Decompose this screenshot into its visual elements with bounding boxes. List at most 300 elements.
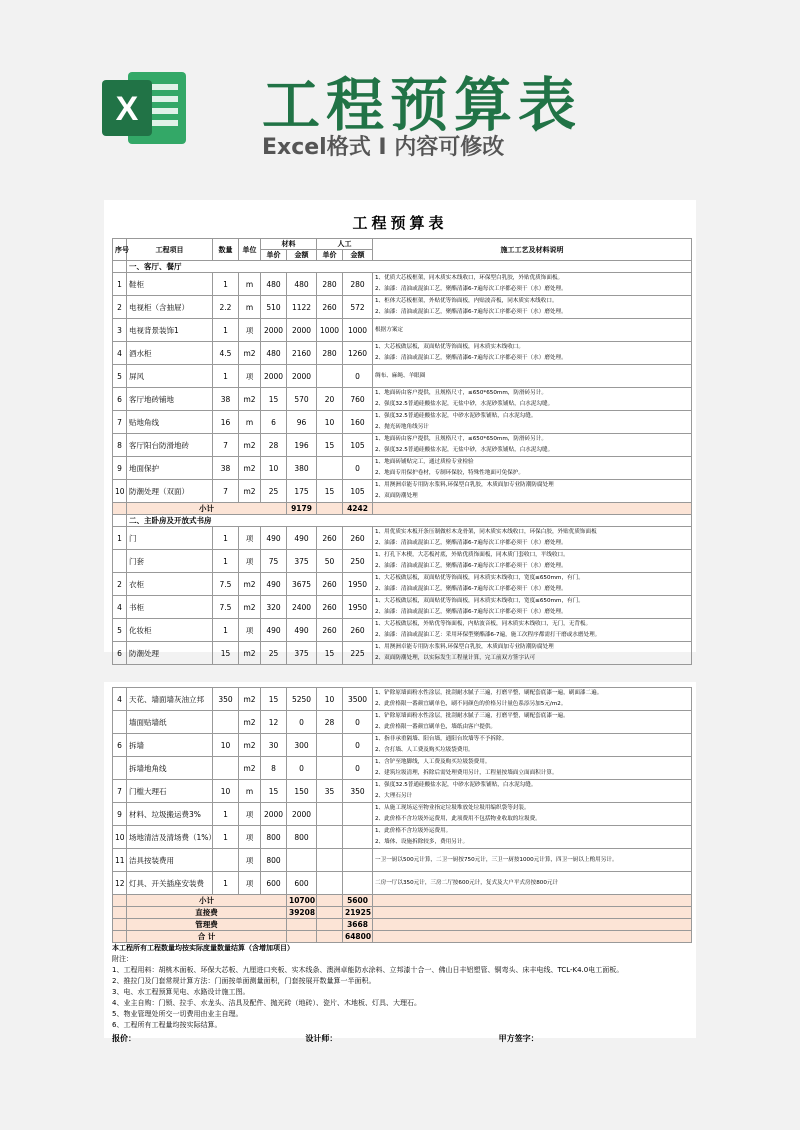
note-line: 1、指非承重隔墙、阳台墙，通阳台坎墙等不予拆除。 xyxy=(375,736,508,742)
table-row xyxy=(113,803,692,826)
row-material-amount: 5250 xyxy=(287,688,317,711)
sum-empty xyxy=(113,895,127,907)
footer-heading: 本工程所有工程数量均按实际度量数量结算（含增加项目） xyxy=(112,944,294,952)
note-line: 1、铲除原墙面粉水性涂层，批刮耐水腻子三遍，打磨平整，刷配套底漆一遍，刷面漆二遍。 xyxy=(375,690,603,696)
note-line: 1、含铲至地脚线，人工费及购买垃圾袋费用。 xyxy=(375,759,491,765)
header-unit: 单位 xyxy=(239,239,261,261)
row-labor-amount: 105 xyxy=(343,434,373,457)
sum-empty xyxy=(317,931,343,943)
row-qty: 10 xyxy=(213,734,239,757)
note-line: 1、强度32.5普通硅酸盐水泥，中砂水泥砂浆铺贴，白水泥勾缝。 xyxy=(375,782,537,788)
row-item: 地面保护 xyxy=(127,457,213,480)
note-line: 2、此价格限一番颜宜刷单色，刷不同颜色的价格另计量色系添另加5元/m2。 xyxy=(375,701,567,707)
sum-material xyxy=(287,931,317,943)
sum-material: 10700 xyxy=(287,895,317,907)
table-row xyxy=(113,480,692,503)
note-line: 2、油漆：清油或混油工艺，聚酯清漆6-7遍每次工序都必须干（水）磨处理。 xyxy=(375,609,567,615)
row-material-price: 320 xyxy=(261,596,287,619)
row-labor-price: 15 xyxy=(317,434,343,457)
row-qty xyxy=(213,711,239,734)
subtotal-row-1 xyxy=(113,503,692,515)
table-row xyxy=(113,734,692,757)
row-labor-price: 1000 xyxy=(317,319,343,342)
row-no: 3 xyxy=(113,319,127,342)
row-notes xyxy=(373,411,692,434)
row-qty: 7.5 xyxy=(213,596,239,619)
row-item: 材料、垃圾搬运费3% xyxy=(127,803,213,826)
svg-text:X: X xyxy=(115,90,139,128)
note-line: 2、强度32.5普通硅酸盐水泥，无盐中砂，水泥砂浆铺贴，白水泥勾缝。 xyxy=(375,447,554,453)
row-notes xyxy=(373,573,692,596)
row-material-amount: 300 xyxy=(287,734,317,757)
row-labor-amount: 3500 xyxy=(343,688,373,711)
row-item: 酒水柜 xyxy=(127,342,213,365)
row-labor-price: 260 xyxy=(317,527,343,550)
row-notes xyxy=(373,619,692,642)
row-item: 客厅地砖铺地 xyxy=(127,388,213,411)
row-unit: m2 xyxy=(239,734,261,757)
row-labor-amount: 572 xyxy=(343,296,373,319)
header-item: 工程项目 xyxy=(127,239,213,261)
row-no xyxy=(113,550,127,573)
footer-line: 4、业主自购：门锁、拉手、水龙头、洁具及配件、抛光砖（地砖）、瓷片、木地板、灯具、大理石。 xyxy=(112,999,421,1007)
sum-empty xyxy=(317,907,343,919)
note-line: 绸布、麻绳、羊眼圈 xyxy=(375,372,426,379)
row-unit: 项 xyxy=(239,803,261,826)
note-line: 1、大芯板做层板，双面贴优等饰面板，同木质实木线收口，宽度≤650mm，有门。 xyxy=(375,598,584,604)
sum-labor: 21925 xyxy=(343,907,373,919)
row-notes xyxy=(373,803,692,826)
sum-labor: 5600 xyxy=(343,895,373,907)
note-line: 1、打孔下木楔，大芯板衬底，外贴优质饰面板，同木质门套收口，平线收口。 xyxy=(375,552,569,558)
row-item: 拆墙地角线 xyxy=(127,757,213,780)
row-no: 7 xyxy=(113,780,127,803)
sheet-page-1 xyxy=(104,200,696,661)
row-labor-price: 10 xyxy=(317,688,343,711)
table-row xyxy=(113,527,692,550)
row-material-price: 12 xyxy=(261,711,287,734)
sum-empty xyxy=(113,503,127,515)
note-line: 2、含打墙、人工费及购买垃圾袋费用。 xyxy=(375,747,474,753)
row-unit: 项 xyxy=(239,527,261,550)
table-row xyxy=(113,757,692,780)
sum-label: 小计 xyxy=(127,503,287,515)
row-notes xyxy=(373,480,692,503)
table-row xyxy=(113,273,692,296)
row-material-amount: 490 xyxy=(287,619,317,642)
section-no xyxy=(113,261,127,273)
row-labor-price: 50 xyxy=(317,550,343,573)
row-unit: m2 xyxy=(239,711,261,734)
row-item: 书柜 xyxy=(127,596,213,619)
note-line: 二房一厅以350元计，三房二厅按600元计，复式及大户平式房按800元计 xyxy=(375,879,559,886)
row-material-price: 490 xyxy=(261,573,287,596)
table-row xyxy=(113,780,692,803)
header-notes: 施工工艺及材料说明 xyxy=(373,239,692,261)
row-qty: 1 xyxy=(213,826,239,849)
row-labor-price: 10 xyxy=(317,411,343,434)
row-labor-amount: 0 xyxy=(343,734,373,757)
row-labor-amount: 1950 xyxy=(343,573,373,596)
excel-logo-icon xyxy=(98,62,190,154)
row-material-price: 6 xyxy=(261,411,287,434)
row-material-amount: 570 xyxy=(287,388,317,411)
footer-line: 3、电、水工程预算见电、水路设计施工图。 xyxy=(112,988,250,996)
row-labor-amount: 1950 xyxy=(343,596,373,619)
row-labor-price: 35 xyxy=(317,780,343,803)
row-labor-price: 15 xyxy=(317,480,343,503)
table-row xyxy=(113,711,692,734)
table-row xyxy=(113,642,692,665)
row-no: 4 xyxy=(113,342,127,365)
row-material-price: 28 xyxy=(261,434,287,457)
row-no: 7 xyxy=(113,411,127,434)
row-labor-amount: 0 xyxy=(343,365,373,388)
row-no: 6 xyxy=(113,388,127,411)
row-labor-price: 260 xyxy=(317,619,343,642)
row-labor-price: 15 xyxy=(317,642,343,665)
row-no: 11 xyxy=(113,849,127,872)
row-item: 门套 xyxy=(127,550,213,573)
sum-empty xyxy=(317,503,343,515)
row-item: 洁具按装费用 xyxy=(127,849,213,872)
row-material-amount: 375 xyxy=(287,550,317,573)
header-labor-amount: 金额 xyxy=(343,250,373,261)
footer-line: 6、工程所有工程量均按实际结算。 xyxy=(112,1021,222,1029)
row-material-price: 10 xyxy=(261,457,287,480)
row-labor-amount xyxy=(343,849,373,872)
row-item: 场地清洁及清场费（1%） xyxy=(127,826,213,849)
row-unit: m xyxy=(239,780,261,803)
row-qty: 2.2 xyxy=(213,296,239,319)
row-notes xyxy=(373,434,692,457)
row-labor-price xyxy=(317,849,343,872)
budget-table-1 xyxy=(112,238,692,665)
direct-cost-row xyxy=(113,907,692,919)
row-labor-price xyxy=(317,734,343,757)
row-material-price: 25 xyxy=(261,480,287,503)
row-notes xyxy=(373,642,692,665)
sum-empty xyxy=(373,503,692,515)
row-no: 10 xyxy=(113,480,127,503)
row-material-price: 30 xyxy=(261,734,287,757)
row-material-price: 15 xyxy=(261,780,287,803)
row-material-amount: 490 xyxy=(287,527,317,550)
note-line: 2、油漆：清油或混油工艺，聚酯清漆6-7遍每次工序都必须干（水）磨处理。 xyxy=(375,355,567,361)
table-row xyxy=(113,411,692,434)
row-material-amount: 2160 xyxy=(287,342,317,365)
note-line: 1、用澳洲卓能专用防水浆料,环保型白乳胶，木质面加专业防潮防腐处理 xyxy=(375,482,554,488)
total-row xyxy=(113,931,692,943)
subtotal-row-2 xyxy=(113,895,692,907)
table-row xyxy=(113,296,692,319)
row-labor-amount: 1260 xyxy=(343,342,373,365)
note-line: 1、大芯板做层板，外贴优等饰面板，内贴波音板，同木质实木线收口，无门，无背板。 xyxy=(375,621,592,627)
sum-empty xyxy=(113,931,127,943)
row-unit: m2 xyxy=(239,388,261,411)
row-qty: 1 xyxy=(213,273,239,296)
row-labor-price xyxy=(317,365,343,388)
row-no: 10 xyxy=(113,826,127,849)
row-item: 防潮处理 xyxy=(127,642,213,665)
row-material-price: 8 xyxy=(261,757,287,780)
row-notes xyxy=(373,365,692,388)
header-material: 材料 xyxy=(261,239,317,250)
row-unit: m2 xyxy=(239,642,261,665)
row-labor-amount: 260 xyxy=(343,619,373,642)
row-qty: 1 xyxy=(213,550,239,573)
row-labor-price: 260 xyxy=(317,573,343,596)
row-notes xyxy=(373,550,692,573)
table-row xyxy=(113,872,692,895)
row-item: 电视柜（含抽屉） xyxy=(127,296,213,319)
note-line: 2、抛光砖地角线另计 xyxy=(375,424,429,430)
client-label: 报价： xyxy=(112,1034,136,1043)
row-material-amount: 2000 xyxy=(287,803,317,826)
hero-subtitle: Excel格式 I 内容可修改 xyxy=(262,135,505,160)
row-material-amount: 0 xyxy=(287,711,317,734)
table-row xyxy=(113,457,692,480)
row-unit: m xyxy=(239,273,261,296)
row-unit: m2 xyxy=(239,457,261,480)
row-unit: 项 xyxy=(239,826,261,849)
footer-line: 1、工程用料：胡桃木面板、环保大芯板、九厘进口夹板、实木线条、澳洲卓能防水涂料、立邦漆十合一、佛山日丰铝塑管、铜弯头、床丰电线、TCL-K4.0电工面板。 xyxy=(112,966,624,974)
row-labor-amount: 0 xyxy=(343,757,373,780)
row-qty: 1 xyxy=(213,319,239,342)
sum-empty xyxy=(373,919,692,931)
row-labor-amount: 250 xyxy=(343,550,373,573)
row-item: 门 xyxy=(127,527,213,550)
row-material-amount: 175 xyxy=(287,480,317,503)
note-line: 2、墙体、设施拆除较多，费用另计。 xyxy=(375,839,469,845)
note-line: 2、双面防潮处理，以实际发生工程量计算，完工前双方签字认可 xyxy=(375,655,536,661)
row-material-price: 25 xyxy=(261,642,287,665)
row-unit: 项 xyxy=(239,872,261,895)
sum-empty xyxy=(373,907,692,919)
row-material-price: 800 xyxy=(261,849,287,872)
row-unit: m2 xyxy=(239,757,261,780)
row-unit: 项 xyxy=(239,550,261,573)
row-no: 1 xyxy=(113,273,127,296)
row-labor-amount: 260 xyxy=(343,527,373,550)
row-notes xyxy=(373,527,692,550)
row-labor-amount xyxy=(343,826,373,849)
note-line: 1、地面砖铺贴完工，通过质检专业检验 xyxy=(375,459,474,465)
hero-banner xyxy=(0,0,800,200)
note-line: 1、用优质实木板开条压制做杉木龙骨架，同木质实木线收口，环保白胶，外贴优质饰面板 xyxy=(375,529,597,535)
row-material-price: 75 xyxy=(261,550,287,573)
row-material-price: 600 xyxy=(261,872,287,895)
row-material-price: 15 xyxy=(261,388,287,411)
row-material-amount: 2000 xyxy=(287,319,317,342)
hero-title: 工程预算表 xyxy=(262,71,583,139)
row-notes xyxy=(373,849,692,872)
row-item: 门槛大理石 xyxy=(127,780,213,803)
row-item: 客厅阳台防滑地砖 xyxy=(127,434,213,457)
row-item: 天花、墙面墙灰油立邦 xyxy=(127,688,213,711)
row-labor-price: 280 xyxy=(317,342,343,365)
party-a-label: 甲方签字： xyxy=(498,1034,539,1043)
sum-material xyxy=(287,919,317,931)
sum-empty xyxy=(373,895,692,907)
sum-label: 小计 xyxy=(127,895,287,907)
row-qty: 350 xyxy=(213,688,239,711)
row-no: 4 xyxy=(113,688,127,711)
row-unit: m2 xyxy=(239,596,261,619)
row-qty: 16 xyxy=(213,411,239,434)
row-material-amount: 600 xyxy=(287,872,317,895)
sum-material: 39208 xyxy=(287,907,317,919)
row-qty: 15 xyxy=(213,642,239,665)
note-line: 2、双面防潮处理 xyxy=(375,493,418,499)
note-line: 根据方案定 xyxy=(375,326,403,333)
budget-table-2 xyxy=(112,687,692,943)
row-notes xyxy=(373,826,692,849)
row-notes xyxy=(373,457,692,480)
row-no: 6 xyxy=(113,642,127,665)
table-row xyxy=(113,688,692,711)
row-labor-price: 260 xyxy=(317,296,343,319)
note-line: 2、油漆：清油或混油工艺，聚酯清漆6-7遍每次工序都必须干（水）磨处理。 xyxy=(375,563,567,569)
note-line: 1、铲除原墙面粉水性涂层，批刮耐水腻子三遍，打磨平整，刷配套底漆一遍。 xyxy=(375,713,569,719)
table-row xyxy=(113,342,692,365)
note-line: 1、大芯板做层板，双面贴优等饰面板，同木质实木线收口。 xyxy=(375,344,524,350)
note-line: 1、地面砖由客户提供，且规格尺寸，≤650*650mm，防滑砖另计。 xyxy=(375,436,547,442)
table-row xyxy=(113,573,692,596)
table-row xyxy=(113,596,692,619)
note-line: 2、油漆：清油或混油工艺，聚酯清漆6-7遍每次工序都必须干（水）磨处理。 xyxy=(375,286,567,292)
row-labor-amount: 0 xyxy=(343,711,373,734)
note-line: 1、大芯板做层板，双面贴优等饰面板，同木质实木线收口，宽度≤650mm，有门。 xyxy=(375,575,584,581)
table-row xyxy=(113,365,692,388)
row-notes xyxy=(373,780,692,803)
row-notes xyxy=(373,734,692,757)
footer-line: 2、推拉门及门套常规计算方法：门面按单面测量面积，门套按展开数量算一半面积。 xyxy=(112,977,376,985)
row-no: 4 xyxy=(113,596,127,619)
sum-empty xyxy=(113,907,127,919)
row-material-price: 2000 xyxy=(261,319,287,342)
row-notes xyxy=(373,273,692,296)
footer-line: 5、物业管理处所交一切费用由业主自理。 xyxy=(112,1010,243,1018)
signature-row xyxy=(112,1033,692,1044)
sum-material: 9179 xyxy=(287,503,317,515)
sum-labor: 3668 xyxy=(343,919,373,931)
row-qty: 7 xyxy=(213,480,239,503)
note-line: 1、从施工现场运至物业指定垃圾堆放处垃圾用编织袋等封装。 xyxy=(375,805,530,811)
row-unit: 项 xyxy=(239,319,261,342)
row-unit: m xyxy=(239,296,261,319)
row-material-amount: 96 xyxy=(287,411,317,434)
sum-empty xyxy=(317,895,343,907)
row-item: 鞋柜 xyxy=(127,273,213,296)
row-labor-amount: 0 xyxy=(343,457,373,480)
sum-label: 直接费 xyxy=(127,907,287,919)
row-material-price: 490 xyxy=(261,619,287,642)
section-title: 二、主卧房及开放式书房 xyxy=(127,515,692,527)
row-notes xyxy=(373,757,692,780)
note-line: 2、此价格不含垃圾外运费用，此项费用不包括物业收取的垃圾费。 xyxy=(375,816,541,822)
row-material-price: 800 xyxy=(261,826,287,849)
row-material-price: 490 xyxy=(261,527,287,550)
row-no: 5 xyxy=(113,619,127,642)
header-material-amount: 金额 xyxy=(287,250,317,261)
footer-notes xyxy=(112,943,692,1044)
row-qty: 1 xyxy=(213,619,239,642)
row-no: 6 xyxy=(113,734,127,757)
row-labor-price: 260 xyxy=(317,596,343,619)
row-labor-price xyxy=(317,872,343,895)
sum-label: 合 计 xyxy=(127,931,287,943)
note-line: 1、地面砖由客户提供，且规格尺寸，≤650*650mm，防滑砖另计。 xyxy=(375,390,547,396)
row-notes xyxy=(373,388,692,411)
row-material-amount: 800 xyxy=(287,826,317,849)
table-row xyxy=(113,434,692,457)
header-qty: 数量 xyxy=(213,239,239,261)
header-no: 序号 xyxy=(113,239,127,261)
header-material-price: 单价 xyxy=(261,250,287,261)
note-line: 2、此价格限一番颜宜刷单色，墙纸由客户提供。 xyxy=(375,724,497,730)
row-material-amount: 380 xyxy=(287,457,317,480)
row-qty: 1 xyxy=(213,527,239,550)
row-unit: m2 xyxy=(239,573,261,596)
row-item: 防潮处理（双面） xyxy=(127,480,213,503)
row-item: 拆墙 xyxy=(127,734,213,757)
row-no xyxy=(113,711,127,734)
note-line: 2、地面专用保护卷材，专制环保胶，特殊性地面可免保护。 xyxy=(375,470,524,476)
row-notes xyxy=(373,596,692,619)
row-item: 墙面贴墙纸 xyxy=(127,711,213,734)
sum-labor: 4242 xyxy=(343,503,373,515)
row-labor-price: 28 xyxy=(317,711,343,734)
row-material-price: 2000 xyxy=(261,365,287,388)
row-unit: 项 xyxy=(239,619,261,642)
row-qty xyxy=(213,757,239,780)
row-item: 化妆柜 xyxy=(127,619,213,642)
row-unit: m2 xyxy=(239,688,261,711)
note-line: 2、油漆：清油或混油工艺，聚酯清漆6-7遍每次工序都必须干（水）磨处理。 xyxy=(375,309,567,315)
row-qty: 10 xyxy=(213,780,239,803)
row-material-amount xyxy=(287,849,317,872)
row-no: 8 xyxy=(113,434,127,457)
row-qty: 38 xyxy=(213,388,239,411)
table-row xyxy=(113,388,692,411)
sheet-page-2 xyxy=(104,682,696,1043)
row-unit: m2 xyxy=(239,434,261,457)
table-row xyxy=(113,619,692,642)
row-material-price: 480 xyxy=(261,273,287,296)
row-labor-price xyxy=(317,803,343,826)
row-labor-price xyxy=(317,457,343,480)
row-labor-amount xyxy=(343,872,373,895)
note-line: 一卫一厨以500元计算，二卫一厨按750元计，三卫一厨按1000元计算，四卫一厨以上酌用另计。 xyxy=(375,856,618,863)
row-unit: 项 xyxy=(239,849,261,872)
row-material-amount: 196 xyxy=(287,434,317,457)
row-material-price: 480 xyxy=(261,342,287,365)
row-material-amount: 3675 xyxy=(287,573,317,596)
row-no: 2 xyxy=(113,296,127,319)
row-qty: 1 xyxy=(213,803,239,826)
row-labor-price xyxy=(317,826,343,849)
row-unit: m2 xyxy=(239,342,261,365)
row-material-amount: 0 xyxy=(287,757,317,780)
row-labor-amount: 225 xyxy=(343,642,373,665)
section-title: 一、客厅、餐厅 xyxy=(127,261,692,273)
row-labor-amount xyxy=(343,803,373,826)
row-no: 5 xyxy=(113,365,127,388)
row-material-price: 510 xyxy=(261,296,287,319)
management-fee-row xyxy=(113,919,692,931)
row-labor-amount: 760 xyxy=(343,388,373,411)
